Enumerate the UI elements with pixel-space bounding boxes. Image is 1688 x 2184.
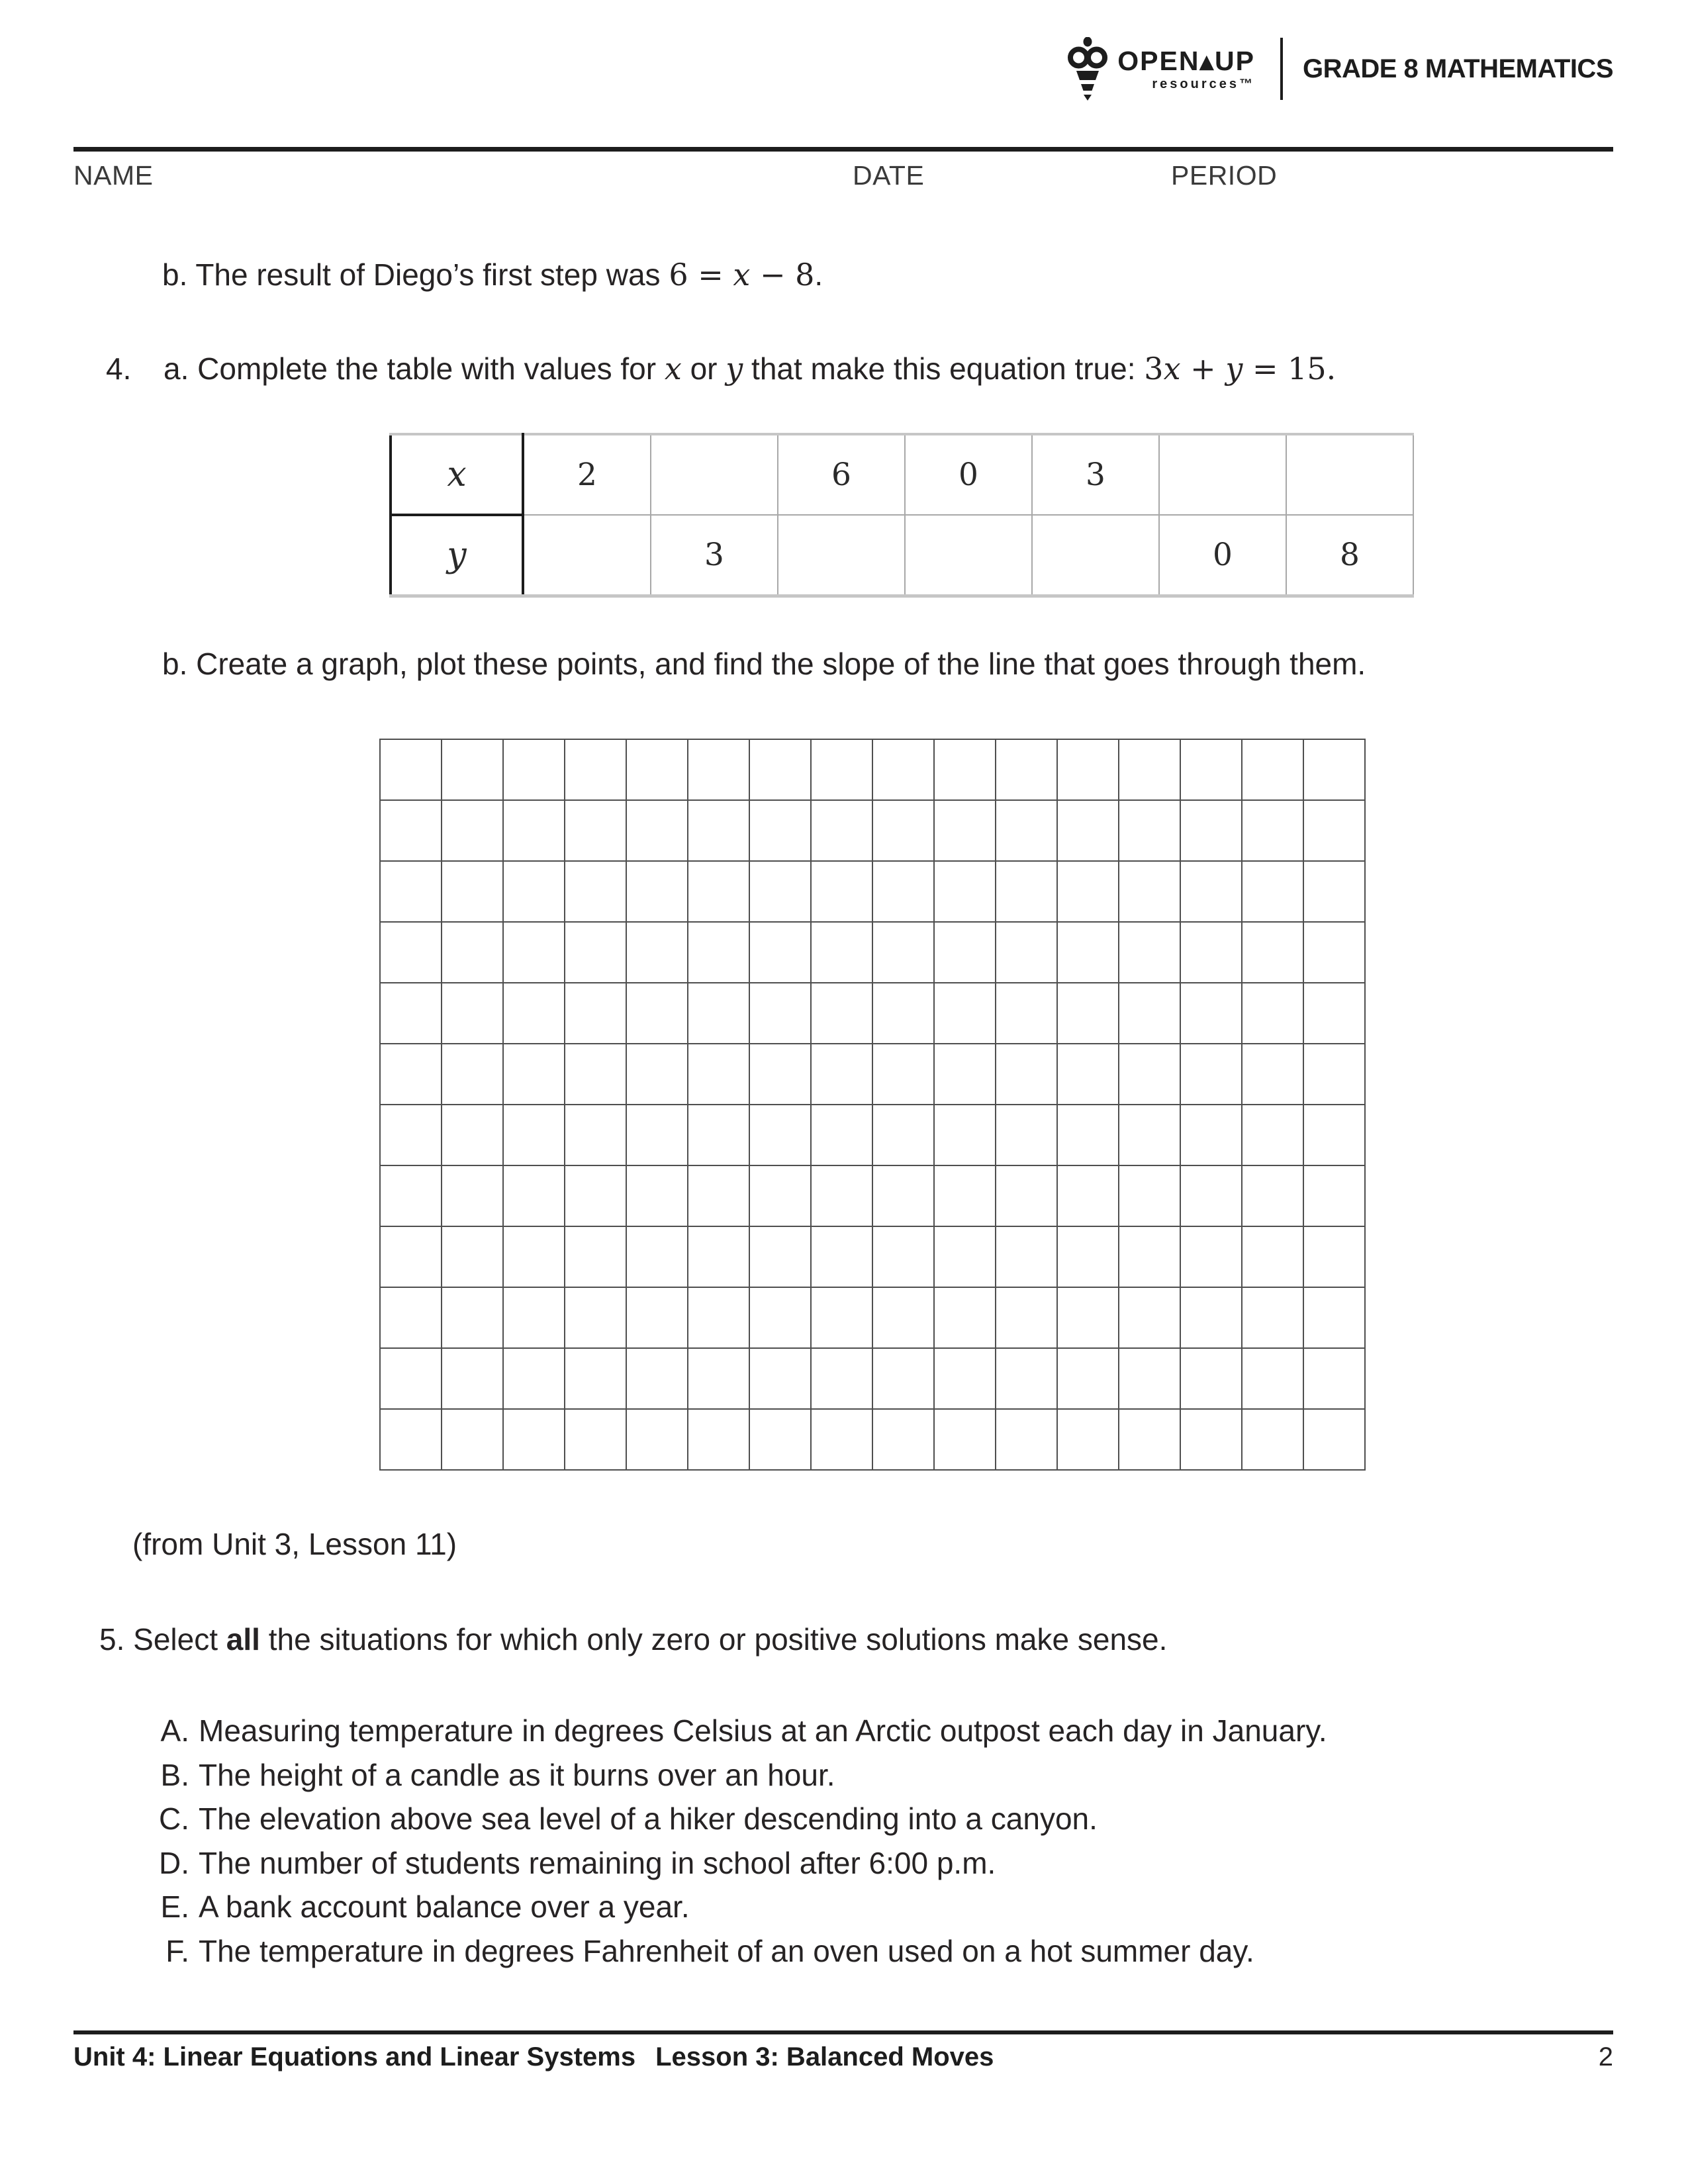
- row-x-header: x: [391, 434, 523, 515]
- option-b-label: B.: [160, 1757, 189, 1792]
- date-field-label: DATE: [853, 160, 925, 191]
- footer-text: [73, 2042, 994, 2072]
- y-cell: 3: [651, 515, 778, 596]
- header-rule: [73, 147, 1613, 152]
- y-cell: [778, 515, 905, 596]
- option-f-text: The temperature in degrees Fahrenheit of an oven used on a hot summer day.: [199, 1933, 1254, 1968]
- option-c-label: C.: [159, 1801, 189, 1836]
- brand-text: [1117, 45, 1255, 91]
- brand-wordmark: OPEN▴UP: [1117, 45, 1255, 76]
- question-5-bold-word: all: [226, 1622, 260, 1657]
- period-field-label: PERIOD: [1171, 160, 1278, 191]
- footer-rule: [73, 2030, 1613, 2034]
- question-4-number: 4.: [106, 351, 132, 386]
- brand-subtitle: resources™: [1152, 76, 1255, 91]
- question-5-options: [154, 1709, 1327, 1973]
- y-cell: [523, 515, 651, 596]
- option-d-text: The number of students remaining in school after 6:00 p.m.: [199, 1845, 996, 1880]
- x-cell: [1159, 434, 1286, 515]
- source-note: (from Unit 3, Lesson 11): [132, 1527, 457, 1561]
- x-cell: 0: [905, 434, 1032, 515]
- bee-logo-icon: [1067, 37, 1108, 101]
- question-4b: b. Create a graph, plot these points, and find the slope of the line that goes through them.: [162, 647, 1366, 681]
- option-f: [154, 1929, 1327, 1974]
- option-a-text: Measuring temperature in degrees Celsius at an Arctic outpost each day in January.: [199, 1713, 1327, 1748]
- equation-3b: 6 =: [669, 257, 733, 293]
- option-d: [154, 1841, 1327, 1886]
- doc-title: GRADE 8 MATHEMATICS: [1302, 54, 1613, 83]
- footer-page-number: 2: [1598, 2042, 1613, 2071]
- option-d-label: D.: [159, 1845, 189, 1880]
- x-cell: [651, 434, 778, 515]
- table-row-x: [391, 434, 1413, 515]
- question-3b-text: b. The result of Diego’s first step was: [162, 257, 669, 292]
- x-cell: 3: [1032, 434, 1159, 515]
- option-a-label: A.: [160, 1713, 189, 1748]
- x-cell: 2: [523, 434, 651, 515]
- equation-4a: 3: [1144, 351, 1164, 387]
- values-table: [389, 433, 1414, 598]
- table-row-y: [391, 515, 1413, 596]
- option-c: [154, 1797, 1327, 1841]
- y-cell: 8: [1286, 515, 1413, 596]
- option-e-text: A bank account balance over a year.: [199, 1889, 690, 1924]
- option-e-label: E.: [160, 1889, 189, 1924]
- option-c-text: The elevation above sea level of a hiker descending into a canyon.: [199, 1801, 1098, 1836]
- header-divider: [1280, 38, 1283, 100]
- option-e: [154, 1885, 1327, 1929]
- footer-unit: Unit 4: Linear Equations and Linear Systems: [73, 2042, 636, 2071]
- question-4a: a. Complete the table with values for x or y that make this equation true: 3x + y = 15.: [164, 351, 1336, 387]
- question-3b: b. The result of Diego’s first step was 6 = x − 8.: [162, 257, 823, 293]
- option-b: [154, 1753, 1327, 1797]
- x-cell: [1286, 434, 1413, 515]
- row-y-header: y: [391, 515, 523, 596]
- option-f-label: F.: [165, 1933, 189, 1968]
- name-field-label: NAME: [73, 160, 154, 191]
- question-5: 5. Select all the situations for which only zero or positive solutions make sense.: [99, 1622, 1168, 1657]
- option-a: [154, 1709, 1327, 1753]
- option-b-text: The height of a candle as it burns over an hour.: [199, 1757, 835, 1792]
- page-header: [1067, 37, 1613, 101]
- graph-grid: [379, 739, 1366, 1471]
- y-cell: 0: [1159, 515, 1286, 596]
- y-cell: [905, 515, 1032, 596]
- question-4a-text: a. Complete the table with values for: [164, 351, 665, 386]
- x-cell: 6: [778, 434, 905, 515]
- y-cell: [1032, 515, 1159, 596]
- footer-lesson: Lesson 3: Balanced Moves: [655, 2042, 994, 2071]
